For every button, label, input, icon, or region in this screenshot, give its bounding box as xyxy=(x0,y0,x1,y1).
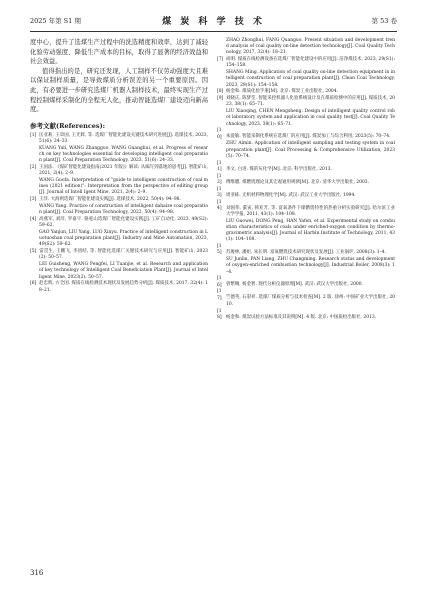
reference-english: KUANG Yali, WANG Zhangguo, WANG Guanghui, et al. Progress of research on key technologies essential for developing intelligent coal preparation plant[J]. Coal Preparation Technology, 2023, 51(6): 24–33. xyxy=(39,145,208,164)
reference-number: [14] xyxy=(217,199,222,211)
reference-text: 杨金和. 煤炭试验方法标准及其说明[M]. 4 版. 北京: 中国质检出版社, 2013. xyxy=(226,314,377,320)
reference-english: SU Junlin, PAN Liang, ZHU Changming. Research status and development of oxygen-enriched combustion technology[J]. Industrial Boiler, 2008(3): 1–4. xyxy=(226,257,395,275)
left-column xyxy=(30,38,208,294)
reference-number: [15] xyxy=(217,244,222,256)
right-column xyxy=(217,38,395,322)
reference-text: 刘晓庆, 陈梦笙. 智能采控机器人化验系统设计及在煤质检测中的应用[J]. 煤质技术, 2023, 38(1): 65–71. xyxy=(226,96,395,108)
reference-text: 朱爱敏. 智能采制化系统在选煤厂的应用[J]. 煤炭加工与综合利用, 2023(5): 70–74. xyxy=(226,134,391,140)
reference-number: [16] xyxy=(217,276,222,288)
reference-english: ZHU Aimin. Application of intelligent sampling and testing system in coal preparation plant[J]. Coal Processing & Comprehensive Utilization, 2023(5): 70–74. xyxy=(226,141,395,159)
references-heading: 参考文献(References): xyxy=(30,121,106,130)
reference-number: [11] xyxy=(217,160,222,172)
reference-number: [7] xyxy=(217,57,224,63)
reference-item xyxy=(217,161,395,173)
reference-item xyxy=(217,128,395,140)
reference-english: LIU Guowei, DONG Peng, HAN Yafen, et al. Experimental study on combustion characteristics of coals under enriched-oxygen condition by thermo-gravimetric analysis[J]. Journal of Harbin Institute of Technology, 2011, 43(1): 104–108. xyxy=(226,218,395,243)
reference-text: 曾繁赐, 杨金智. 现代分析仪器原理[M]. 武汉: 武汉大学出版社, 2000. xyxy=(226,282,363,288)
reference-text: 傅维镳. 煤燃烧理论及其宏观通用规律[M]. 北京: 清华大学出版社, 2003. xyxy=(226,179,370,185)
reference-text: 李文, 白进. 煤的灰化学[M]. 北京: 科学出版社, 2013. xyxy=(226,166,332,172)
journal-title: 煤 炭 科 学 技 术 xyxy=(162,17,265,27)
reference-continuation: ZHAO Zhonghui, FANG Quanguo. Present situation and development trend analysis of coal quality on-line detection technology[J]. Coal Quality Technology, 2017, 32(4): 18–21. xyxy=(226,38,395,56)
reference-item xyxy=(30,165,208,177)
volume-label: 第 53 卷 xyxy=(371,17,397,25)
page-number: 316 xyxy=(30,569,44,577)
reference-item xyxy=(217,276,395,288)
reference-number: [13] xyxy=(217,186,222,198)
reference-item xyxy=(217,57,395,69)
reference-number: [18] xyxy=(217,308,222,320)
reference-number: [17] xyxy=(217,289,222,301)
reference-number: [5] xyxy=(30,249,37,255)
reference-item xyxy=(30,133,208,145)
reference-english: WANG Guofa. Interpretation of "guide to intelligent construction of coal mines (2021 edition)": Interpretation from the perspective of editing group[J]. Journal of Intell Igent Mine, 2021, 2(4): 2–9. xyxy=(39,177,208,196)
reference-number: [1] xyxy=(30,132,37,138)
reference-item xyxy=(30,281,208,293)
body-paragraph: 值得指出的是，研究还发现，人工制样不仅劳动强度大且难以保证制样质量，是导致煤质分析误差的另一个重要原因。因此，有必要进一步研究选煤厂机器人制样技术，最终实现生产过程控制煤样采制化的全程无人化，推动智能选煤厂建设迈向新高度。 xyxy=(30,67,208,114)
reference-english: LEI Guisheng, WANG Pengfei, LI Tuanjie, et al. Research and application of key technology of Intelligent Coal Beneficiation Plant[J]. Journal of Intelligent Mine, 2023(2): 50–57. xyxy=(39,262,208,280)
reference-text: 高燕军, 刘洋, 罗嘉宇. 骆驼山选煤厂智能化建设实践[J]. 工矿自动化, 2023, 49(S2): 59–62. xyxy=(39,216,208,229)
reference-text: 杨金和. 煤质化验手册[M]. 北京: 煤炭工业出版社, 2004. xyxy=(226,89,338,95)
reference-item xyxy=(30,217,208,229)
header-divider xyxy=(30,31,397,32)
reference-item xyxy=(217,89,395,95)
body-paragraph: 度中心，提升了选煤生产过程中的洗选精度和效率，达到了减轻化验劳动强度、降低生产成本的目标，取得了显著的经济效益和社会效益。 xyxy=(30,39,208,66)
reference-text: 王洋. 大海则选煤厂智能化建设实践[J]. 选煤技术, 2022, 50(4): 94–98. xyxy=(39,197,181,203)
reference-text: 王国法. 《煤矿智能化建设指南(2021 年版)》解读: 从编写到落地的思考[J]. 智能矿山, 2021, 2(4): 2–9. xyxy=(39,164,208,177)
reference-item xyxy=(217,174,395,186)
reference-text: 刘国伟, 董寅, 韩亚芳, 等. 富氧条件下煤燃烧特性的热重分析实验研究[J]. 哈尔滨工业大学学报, 2011, 43(1): 104–108. xyxy=(226,205,395,218)
references-list-left xyxy=(30,133,208,294)
reference-text: 匡亚莉, 王章国, 王光辉, 等. 选煤厂智能化建设关键技术研究进展[J]. 选煤技术, 2023, 51(6): 24–33. xyxy=(39,132,208,144)
reference-item xyxy=(30,249,208,261)
reference-number: [8] xyxy=(217,89,224,95)
running-header xyxy=(30,14,397,28)
reference-english: SHANG Ming. Application of coal quality on-line detection equipment in intelligent construction of coal preparation plant[J]. Clean Coal Technology, 2023, 29(S1): 154–158. xyxy=(226,70,395,88)
reference-number: [9] xyxy=(217,96,224,102)
reference-text: 赵忠辉, 方全国. 煤质在线检测技术现状及发展趋势分析[J]. 煤质技术, 2017, 32(4): 18–21. xyxy=(39,281,208,293)
reference-number: [4] xyxy=(30,216,37,222)
reference-text: 周亚栋. 无机材料物理化学[M]. 武汉: 武汉工业大学出版社, 1994. xyxy=(226,192,356,198)
reference-text: 苏俊林, 潘炬, 朱长明. 富氧燃烧技术研究现状及发展[J]. 工业锅炉, 2008(3): 1–4. xyxy=(226,250,387,256)
reference-english: WANG Yang. Practice of construction of intelligent dahaize coal preparation plant[J]. Coal Preparation Technology, 2022, 50(4): 94–98. xyxy=(39,203,208,216)
reference-number: [6] xyxy=(30,281,37,287)
reference-english: GAO Yanjun, LIU Yang, LUO Xinyu. Practice of intelligent construction in Luotuoshan coal preparation plant[J]. Industry and Mine Automation, 2023, 49(S2): 59–62. xyxy=(39,229,208,248)
reference-number: [3] xyxy=(30,197,37,203)
reference-item xyxy=(217,289,395,308)
reference-text: 雷贯生, 王鹏飞, 李团结, 等. 智能化选煤厂关键技术研究与应用[J]. 智能矿山, 2023(2): 50–57. xyxy=(39,249,208,261)
reference-text: 尚明. 煤质在线检测设备在选煤厂智能化建设中的应用[J]. 洁净煤技术, 2023, 29(S1): 154–158. xyxy=(226,57,395,69)
reference-item xyxy=(30,197,208,203)
reference-number: [12] xyxy=(217,173,222,185)
reference-item xyxy=(217,187,395,199)
issue-label: 2025 年第 S1 期 xyxy=(30,17,81,25)
references-list-right xyxy=(217,57,395,321)
reference-item xyxy=(217,200,395,219)
reference-item xyxy=(217,309,395,321)
reference-english: LIU Xiaoqing, CHEN Mengsheng. Design of intelligent quality control robot laboratory system and application in coal quality test[J]. Coal Quality Technology, 2023, 38(1): 65–71. xyxy=(226,109,395,127)
reference-number: [10] xyxy=(217,128,222,140)
reference-text: 竺德英, 石彩祥. 选煤厂煤质分析与技术检查[M]. 2 版. 徐州: 中国矿业大学出版社, 2010. xyxy=(226,295,395,307)
reference-item xyxy=(217,244,395,256)
reference-number: [2] xyxy=(30,164,37,170)
reference-item xyxy=(217,96,395,108)
